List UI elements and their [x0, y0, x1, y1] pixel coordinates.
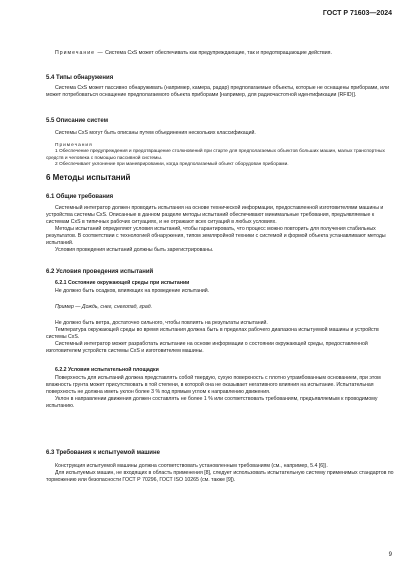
example-text: Пример — Дождь, снег, снегопад, град.: [55, 304, 153, 310]
document-id: ГОСТ Р 71603—2024: [322, 10, 392, 17]
note-label: Примечание —: [55, 50, 104, 56]
section-6-1-title: 6.1 Общие требования: [46, 194, 114, 200]
note-1: 1 Обеспечение предупреждения и предотвращение столкновений при старте для предполагаемых объектов больших машин, малых транспортных средств и человека с помощью пассивной системы.: [46, 149, 385, 161]
paragraph: Не должно быть ветра, достаточно сильного, чтобы повлиять на результаты испытаний.: [55, 320, 268, 326]
paragraph: Конструкция испытуемой машины должна соответствовать установленным требованиям (см., например, 5.4 [6]).: [55, 463, 328, 469]
top-note: [46, 50, 394, 57]
section-6-2-2-title: 6.2.2 Условия испытательной площадки: [55, 367, 159, 373]
section-6-2-1-title: 6.2.1 Состояние окружающей среды при испытании: [55, 280, 190, 286]
page-number: 9: [388, 552, 392, 558]
section-5-5-text: Системы CxS могут быть описаны путем объединения нескольких классификаций.: [55, 130, 256, 136]
paragraph: Уклон в направлении движения должен составлять не более 1 % или соответствовать требованиям, предъявляемым к проводимому испытанию.: [46, 396, 378, 409]
section-6-2-title: 6.2 Условия проведения испытаний: [46, 269, 154, 275]
section-6-title: 6 Методы испытаний: [46, 173, 131, 182]
section-5-4-title: 5.4 Типы обнаружения: [46, 75, 114, 81]
section-6-3-title: 6.3 Требования к испытуемой машине: [46, 450, 160, 456]
section-6-1-body: [46, 205, 394, 254]
example: [46, 304, 394, 311]
paragraph: Условия проведения испытаний должны быть зарегистрированы.: [55, 247, 214, 253]
paragraph: Методы испытаний определяют условия испытаний, чтобы гарантировать, что процесс можно повторить для получения стабильных результатов. В соответствии с технологией обнаружения, типом земляройной техники с системой и формой объекта устанавливают методы испытаний.: [46, 226, 386, 246]
note-2: 2 Обеспечивает уклонение при маневрировании, когда предполагаемый объект оборудован приборами.: [55, 161, 289, 167]
paragraph: Поверхность для испытаний должна представлять собой твердую, сухую поверхность с плотно утрамбованным основанием, при этом влажность грунта может присутствовать в той степени, в которой она не оказывает негативного влияния на испытание. Испытательная поверхность не должна иметь уклон более 3 % под прямым углом к направлению движения.: [46, 375, 381, 395]
paragraph: Системный интегратор должен проводить испытания на основе технической информации, предоставленной изготовителями машины и устройства системы CxS. Описанные в данном разделе методы испытаний обеспечивают минимальные требования, предъявляемые к системам CxS в типичных рабочих ситуациях, и не отражают всех ситуаций в любых условиях.: [46, 205, 384, 225]
section-6-3-body: [46, 463, 394, 484]
paragraph: Для испытуемых машин, не входящих в область применения [8], следует использовать испытательную систему применимых стандартов по торможению или безопасности ГОСТ Р 70296, ГОСТ ISO 10265 (см. также [9]).: [46, 470, 394, 483]
section-5-5-title: 5.5 Описание систем: [46, 118, 109, 124]
section-6-2-2-body: [46, 375, 394, 410]
section-5-4-text: Система CxS может пассивно обнаруживать (например, камера, радар) предполагаемые объекты, которые не оснащены приборами, или может потребоваться оснащение предполагаемого объекта приборами [например, для радиочастотной идентификации (RFID)].: [46, 85, 389, 98]
paragraph: Системный интегратор может разработать испытание на основе информации о состоянии окружающей среды, предоставленной изготовителем устройств системы CxS и изготовителем машины.: [46, 341, 368, 354]
notes-label: Примечания: [55, 143, 93, 148]
section-5-5-notes: [46, 143, 394, 168]
section-6-2-1-text: Не должно быть осадков, влияющих на проведение испытаний.: [55, 288, 210, 294]
section-6-2-1-body: [46, 320, 394, 355]
paragraph: Температура окружающей среды во время испытания должна быть в пределах рабочего диапазона испытуемой машины и устройств системы CxS.: [46, 327, 379, 340]
note-text: Система CxS может обеспечивать как предупреждающие, так и предотвращающие действия.: [105, 50, 332, 56]
